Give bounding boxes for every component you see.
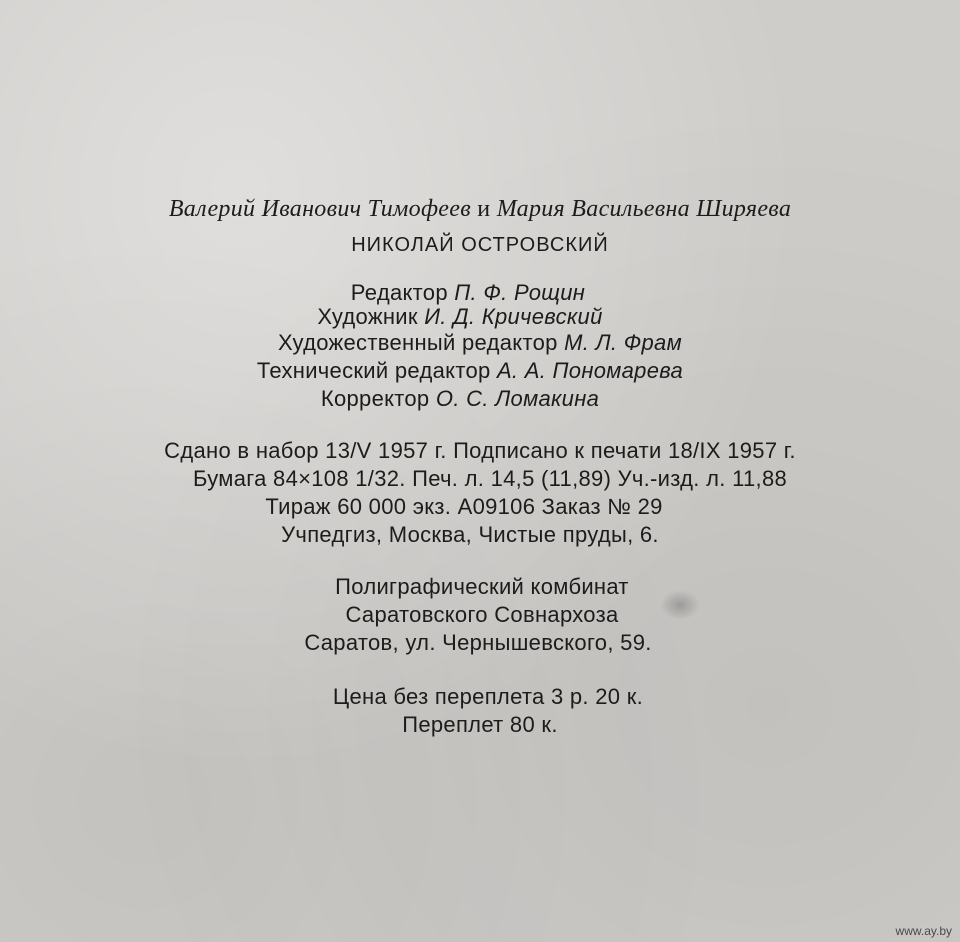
credit-editor xyxy=(0,280,948,306)
credit-art-editor xyxy=(0,330,960,356)
credit-role: Художественный редактор xyxy=(278,330,558,355)
paper-info: Бумага 84×108 1/32. Печ. л. 14,5 (11,89) Уч.-изд. л. 11,88 xyxy=(192,466,788,491)
printer-council: Саратовского Совнархоза xyxy=(345,602,619,627)
credit-role: Корректор xyxy=(320,386,430,411)
credit-name: М. Л. Фрам xyxy=(564,330,682,355)
ink-smudge xyxy=(660,590,700,620)
print-dates: Сдано в набор 13/V 1957 г. Подписано к печати 18/IX 1957 г. xyxy=(164,438,796,463)
circulation-info: Тираж 60 000 экз. А09106 Заказ № 29 xyxy=(265,494,663,519)
credit-name: И. Д. Кричевский xyxy=(424,304,603,329)
printer-name: Полиграфический комбинат xyxy=(335,574,629,599)
author-2: Мария Васильевна Ширяева xyxy=(496,196,792,222)
watermark: www.ay.by xyxy=(895,924,952,938)
binding-price: Переплет 80 к. xyxy=(402,712,558,737)
printer-address: Саратов, ул. Чернышевского, 59. xyxy=(304,630,652,655)
credit-name: А. А. Пономарева xyxy=(496,358,684,383)
credit-role: Редактор xyxy=(350,280,448,305)
credit-tech-editor xyxy=(0,358,950,384)
author-1: Валерий Иванович Тимофеев xyxy=(168,196,471,222)
credit-artist xyxy=(0,304,940,330)
credit-role: Художник xyxy=(317,304,418,329)
authors-line xyxy=(0,196,960,223)
book-title: НИКОЛАЙ ОСТРОВСКИЙ xyxy=(351,234,609,256)
publisher-address: Учпедгиз, Москва, Чистые пруды, 6. xyxy=(281,522,659,547)
credit-proofreader xyxy=(0,386,940,412)
credit-role: Технический редактор xyxy=(256,358,491,383)
price-without-binding: Цена без переплета 3 р. 20 к. xyxy=(332,684,644,709)
authors-conjunction: и xyxy=(477,196,491,222)
credit-name: О. С. Ломакина xyxy=(435,386,600,411)
credit-name: П. Ф. Рощин xyxy=(454,280,586,305)
